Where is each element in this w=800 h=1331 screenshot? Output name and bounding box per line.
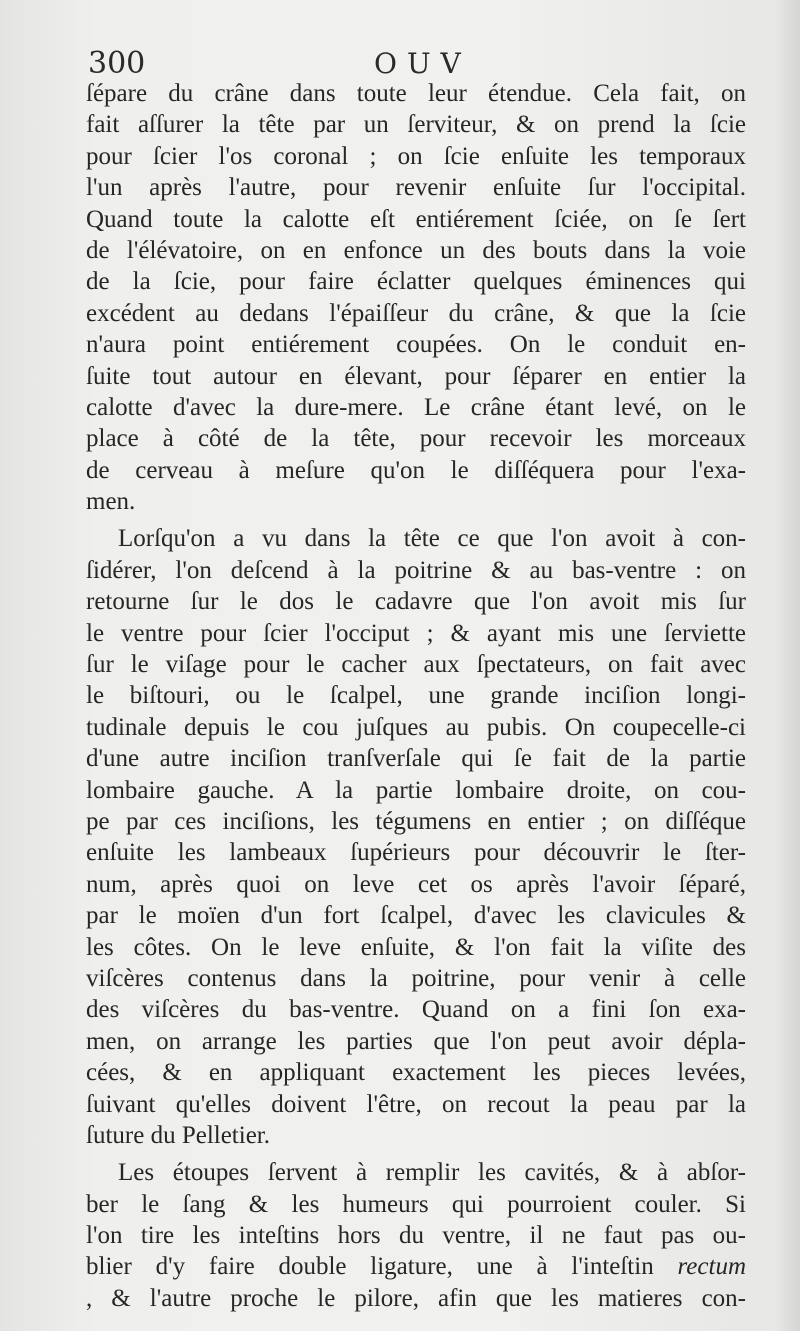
- text-line: d'une autre inciſion tranſverſale qui ſe fait de la partie: [86, 745, 746, 773]
- text-line: fait aſſurer la tête par un ſerviteur, & on prend la ſcie: [86, 111, 746, 139]
- text-line: pe par ces inciſions, les tégumens en entier ; on diſſéque: [86, 807, 746, 835]
- text-line: Les étoupes ſervent à remplir les cavités, & à abſor-: [118, 1159, 746, 1187]
- text-line: par le moïen d'un fort ſcalpel, d'avec les clavicules &: [86, 902, 746, 930]
- text-line: ber le ſang & les humeurs qui pourroient couler. Si: [86, 1190, 746, 1218]
- text-line: des viſcères du bas-ventre. Quand on a fini ſon exa-: [86, 996, 746, 1024]
- text-line: cées, & en appliquant exactement les pieces levées,: [86, 1059, 746, 1087]
- text-line: ſuture du Pelletier.: [86, 1121, 270, 1149]
- text-line: lombaire gauche. A la partie lombaire droite, on cou-: [86, 776, 746, 804]
- text-line: ſuivant qu'elles doivent l'être, on recout la peau par la: [86, 1090, 746, 1118]
- page-number: 300: [88, 46, 146, 81]
- text-line: excédent au dedans l'épaiſſeur du crâne, & que la ſcie: [86, 299, 746, 327]
- text-line: le biſtouri, ou le ſcalpel, une grande inciſion longi-: [86, 682, 746, 710]
- text-segment: blier d'y faire double ligature, une à l'inteſtin: [86, 1253, 654, 1281]
- text-line: num, après quoi on leve cet os après l'avoir ſéparé,: [86, 870, 746, 898]
- text-line: de l'élévatoire, on en enfonce un des bouts dans la voie: [86, 236, 746, 264]
- text-line: le ventre pour ſcier l'occiput ; & ayant mis une ſerviette: [86, 619, 746, 647]
- text-line: [86, 1251, 746, 1282]
- text-line: pour ſcier l'os coronal ; on ſcie enſuite les temporaux: [86, 142, 746, 170]
- text-line: Quand toute la calotte eſt entiérement ſciée, on ſe ſert: [86, 205, 746, 233]
- text-line: Lorſqu'on a vu dans la tête ce que l'on avoit à con-: [118, 525, 746, 553]
- text-line: l'un après l'autre, pour revenir enſuite ſur l'occipital.: [86, 174, 746, 202]
- text-line: retourne ſur le dos le cadavre que l'on avoit mis ſur: [86, 588, 746, 616]
- text-line: de cerveau à meſure qu'on le diſſéquera pour l'exa-: [86, 456, 746, 484]
- text-line: , & l'autre proche le pilore, afin que les matieres con-: [86, 1284, 746, 1312]
- text-line: les côtes. On le leve enſuite, & l'on fait la viſite des: [86, 933, 746, 961]
- text-line: men, on arrange les parties que l'on peut avoir dépla-: [86, 1027, 746, 1055]
- text-line: ſur le viſage pour le cacher aux ſpectateurs, on fait avec: [86, 651, 746, 679]
- page-edge-shadow: [776, 0, 800, 1331]
- text-line: ſuite tout autour en élevant, pour ſéparer en entier la: [86, 362, 746, 390]
- text-line: de la ſcie, pour faire éclatter quelques éminences qui: [86, 268, 746, 296]
- text-line: place à côté de la tête, pour recevoir les morceaux: [86, 425, 746, 453]
- text-line: l'on tire les inteſtins hors du ventre, il ne faut pas ou-: [86, 1222, 746, 1250]
- text-line: calotte d'avec la dure-mere. Le crâne étant levé, on le: [86, 393, 746, 421]
- text-line: ſépare du crâne dans toute leur étendue. Cela fait, on: [86, 80, 746, 107]
- running-title: OUV: [374, 47, 471, 80]
- text-line: n'aura point entiérement coupées. On le conduit en-: [86, 331, 746, 359]
- text-line: viſcères contenus dans la poitrine, pour venir à celle: [86, 964, 746, 992]
- text-line: ſidérer, l'on deſcend à la poitrine & au bas-ventre : on: [86, 556, 746, 584]
- text-line: men.: [86, 488, 136, 516]
- text-column: [86, 78, 746, 1314]
- text-line: tudinale depuis le cou juſques au pubis. On coupecelle-ci: [86, 713, 746, 741]
- italic-word: rectum: [677, 1253, 746, 1281]
- text-line: enſuite les lambeaux ſupérieurs pour découvrir le ſter-: [86, 839, 746, 867]
